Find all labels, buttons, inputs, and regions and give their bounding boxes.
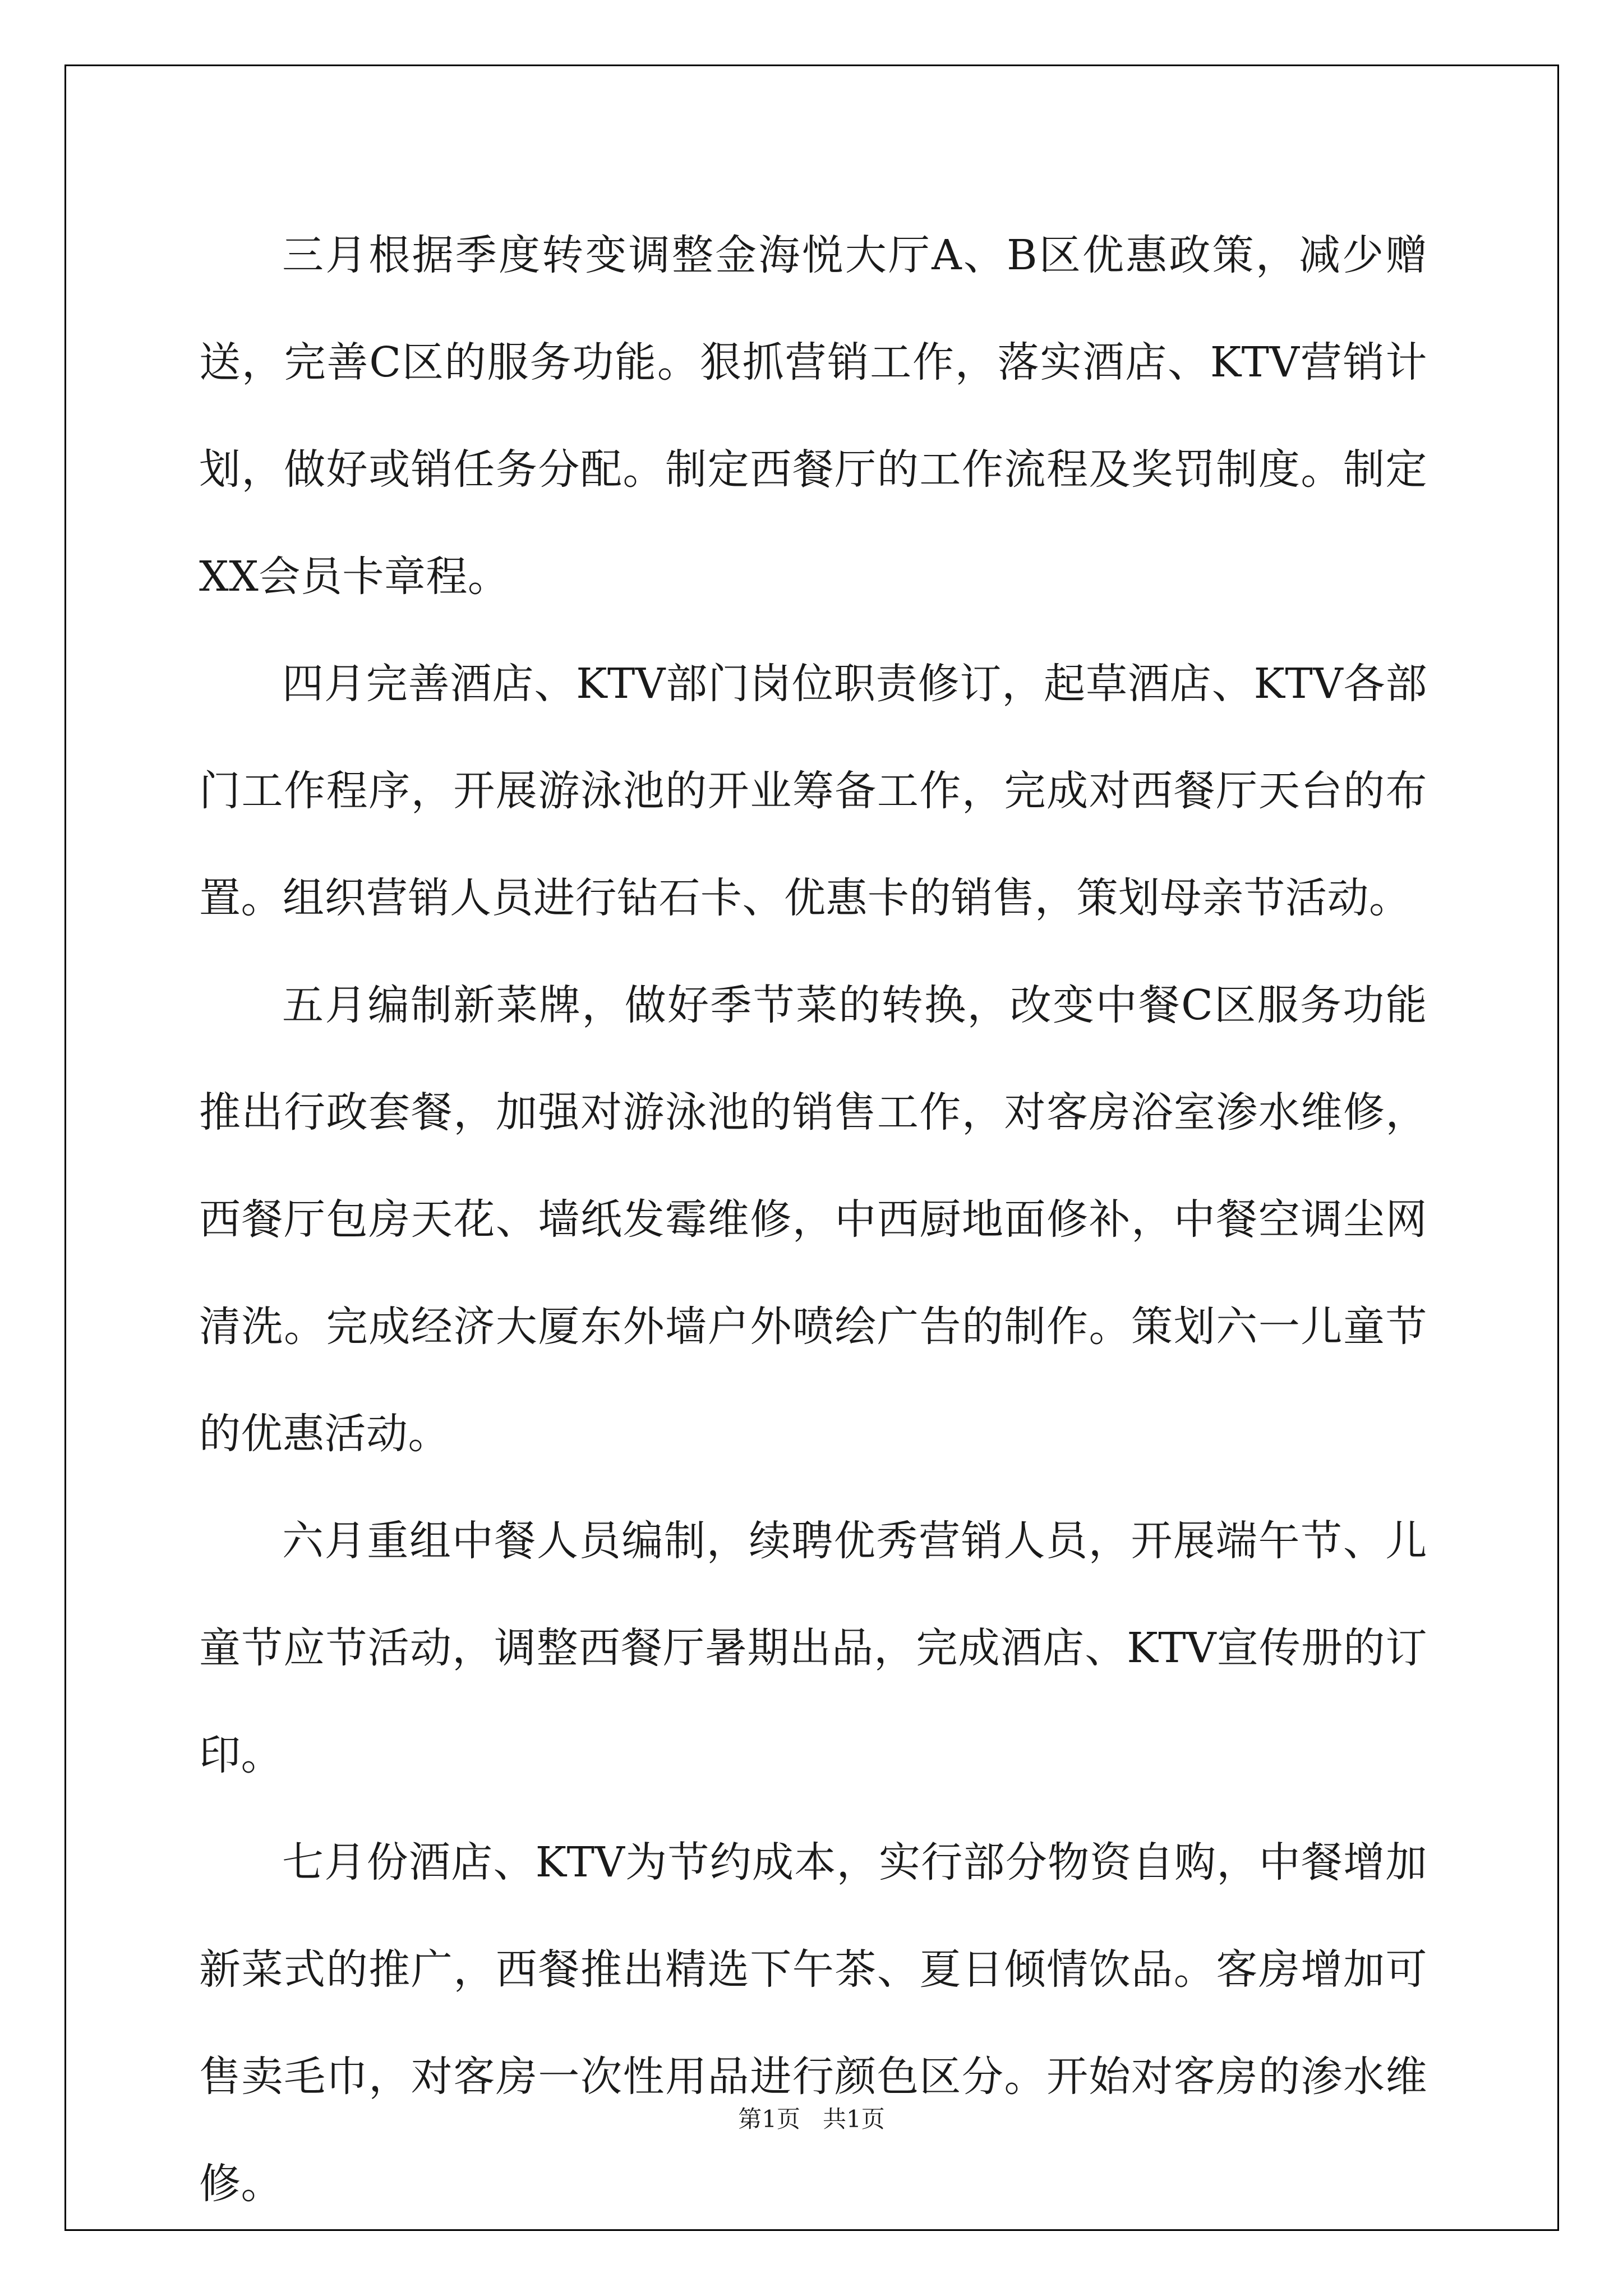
paragraph-july: 七月份酒店、KTV为节约成本，实行部分物资自购，中餐增加新菜式的推广，西餐推出精选下午茶、夏日倾情饮品。客房增加可售卖毛巾，对客房一次性用品进行颜色区分。开始对客房的渗水维修。 bbox=[199, 1838, 1427, 2208]
paragraph-may: 五月编制新菜牌，做好季节菜的转换，改变中餐C区服务功能推出行政套餐，加强对游泳池的销售工作，对客房浴室渗水维修，西餐厅包房天花、墙纸发霉维修，中西厨地面修补，中餐空调尘网清洗。完成经济大厦东外墙户外喷绘广告的制作。策划六一儿童节的优惠活动。 bbox=[199, 981, 1427, 1458]
paragraph-march: 三月根据季度转变调整金海悦大厅A、B区优惠政策，减少赠送，完善C区的服务功能。狠抓营销工作，落实酒店、KTV营销计划，做好或销任务分配。制定西餐厅的工作流程及奖罚制度。制定XX会员卡章程。 bbox=[199, 231, 1427, 601]
page-footer: 第1页 共1页 bbox=[738, 2105, 885, 2133]
paragraph-june: 六月重组中餐人员编制，续聘优秀营销人员，开展端午节、儿童节应节活动，调整西餐厅暑期出品，完成酒店、KTV宣传册的订印。 bbox=[199, 1517, 1427, 1779]
paragraph-april: 四月完善酒店、KTV部门岗位职责修订，起草酒店、KTV各部门工作程序，开展游泳池的开业筹备工作，完成对西餐厅天台的布置。组织营销人员进行钻石卡、优惠卡的销售，策划母亲节活动。 bbox=[199, 660, 1427, 922]
document-body bbox=[199, 202, 1427, 2238]
